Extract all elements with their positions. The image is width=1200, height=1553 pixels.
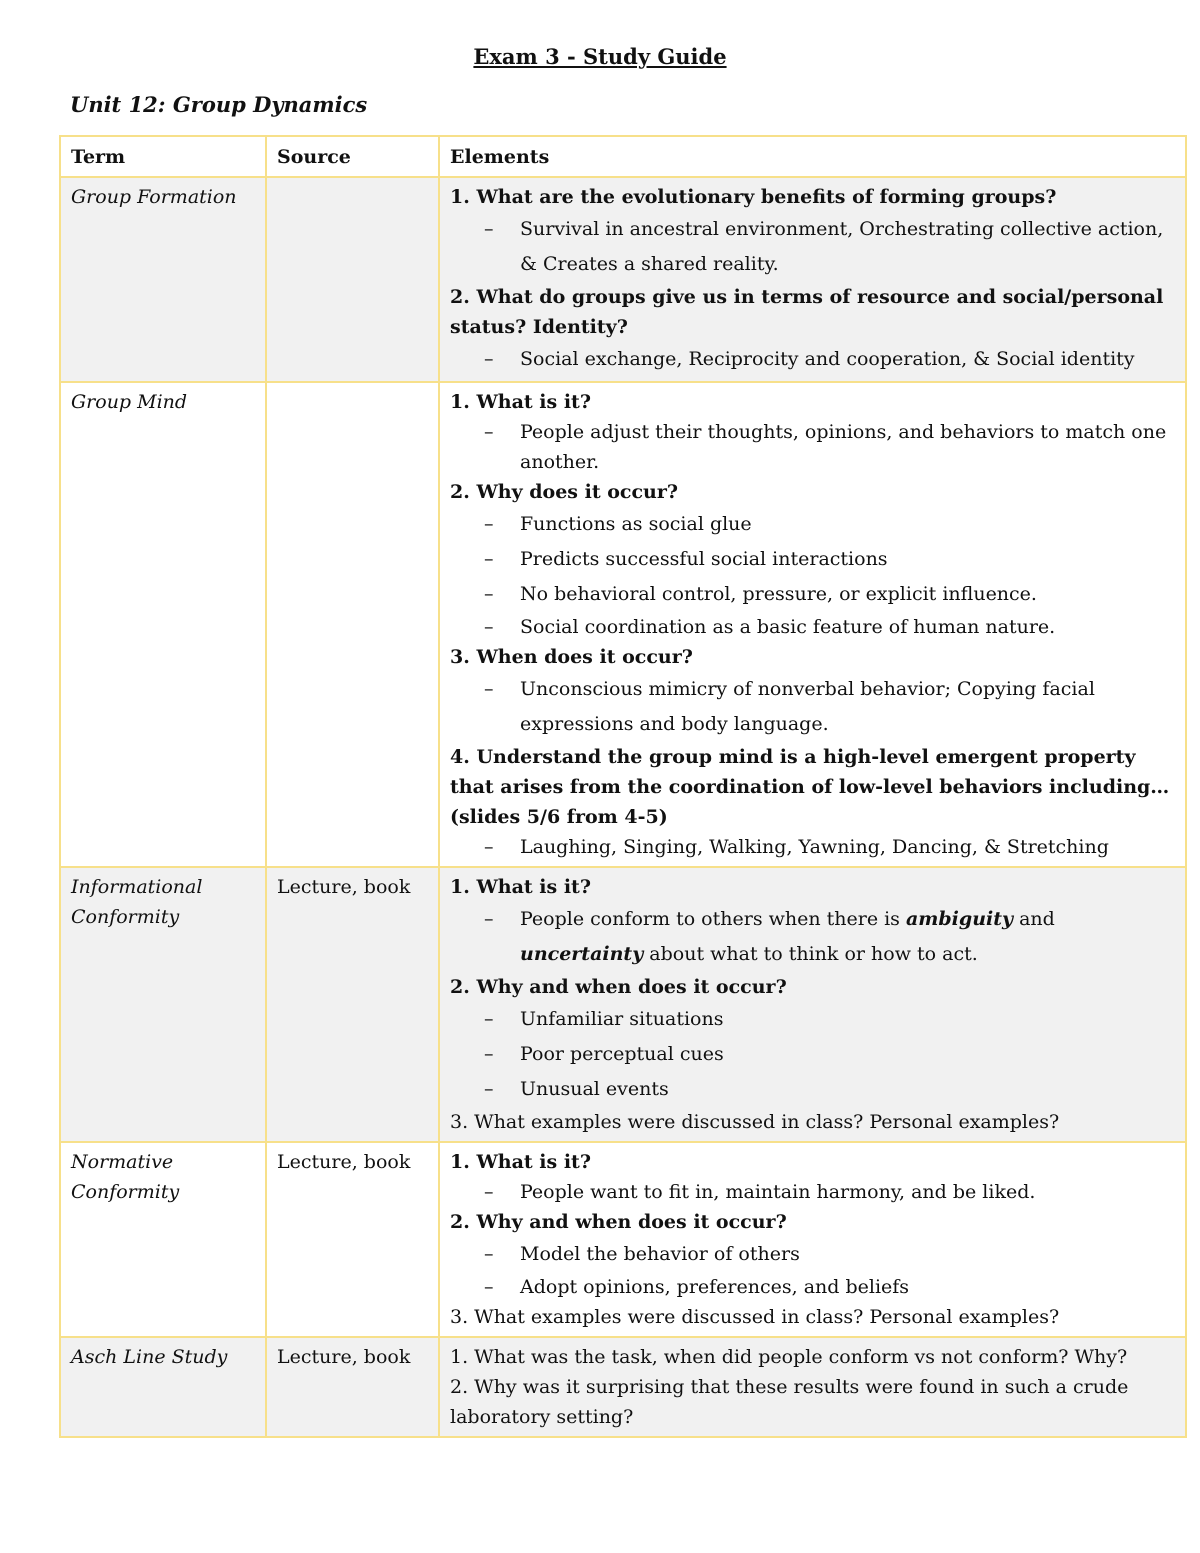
study-guide-table bbox=[59, 135, 1187, 1438]
question: 2. What do groups give us in terms of resource and social/personal status? Identity? bbox=[450, 286, 1164, 338]
question: 3. What examples were discussed in class? Personal examples? bbox=[450, 1306, 1060, 1328]
answer-item bbox=[450, 577, 1176, 612]
source-cell bbox=[266, 382, 439, 867]
answer-text: No behavioral control, pressure, or explicit influence. bbox=[520, 583, 1037, 605]
answer-list bbox=[450, 212, 1176, 282]
answer-list bbox=[450, 832, 1176, 862]
source-cell: Lecture, book bbox=[266, 1142, 439, 1337]
dash-bullet: – bbox=[484, 1276, 494, 1298]
answer-item bbox=[450, 1237, 1176, 1272]
answer-list bbox=[450, 672, 1176, 742]
dash-bullet: – bbox=[484, 513, 494, 535]
answer-list bbox=[450, 1002, 1176, 1107]
dash-bullet: – bbox=[484, 908, 494, 930]
term-cell: Group Mind bbox=[60, 382, 266, 867]
answer-text: Social exchange, Reciprocity and cooperation, & Social identity bbox=[520, 348, 1135, 370]
source-cell bbox=[266, 177, 439, 382]
answer-text-part: about what to think or how to act. bbox=[643, 943, 978, 965]
table-row bbox=[60, 1337, 1186, 1437]
question: 1. What is it? bbox=[450, 391, 591, 413]
answer-item bbox=[450, 612, 1176, 642]
question: 2. Why does it occur? bbox=[450, 481, 678, 503]
term-cell: Normative Conformity bbox=[60, 1142, 266, 1337]
term-cell: Asch Line Study bbox=[60, 1337, 266, 1437]
answer-item bbox=[450, 342, 1176, 377]
answer-item bbox=[450, 1002, 1176, 1037]
dash-bullet: – bbox=[484, 678, 494, 700]
elements-cell bbox=[439, 1142, 1186, 1337]
answer-item bbox=[450, 212, 1176, 282]
question: 3. When does it occur? bbox=[450, 646, 693, 668]
emphasis-term: ambiguity bbox=[905, 908, 1014, 930]
answer-item bbox=[450, 417, 1176, 477]
dash-bullet: – bbox=[484, 348, 494, 370]
answer-item bbox=[450, 1072, 1176, 1107]
answer-text: Unconscious mimicry of nonverbal behavior; Copying facial expressions and body language. bbox=[520, 678, 1095, 735]
elements-cell bbox=[439, 867, 1186, 1142]
answer-text: Laughing, Singing, Walking, Yawning, Dancing, & Stretching bbox=[520, 836, 1109, 858]
table-row bbox=[60, 867, 1186, 1142]
answer-text: People adjust their thoughts, opinions, and behaviors to match one another. bbox=[520, 421, 1167, 473]
question: 1. What is it? bbox=[450, 876, 591, 898]
dash-bullet: – bbox=[484, 1181, 494, 1203]
emphasis-term: uncertainty bbox=[520, 943, 644, 965]
dash-bullet: – bbox=[484, 1243, 494, 1265]
table-header-row bbox=[60, 136, 1186, 177]
answer-item bbox=[450, 1272, 1176, 1302]
answer-item bbox=[450, 832, 1176, 862]
dash-bullet: – bbox=[484, 421, 494, 443]
question: 3. What examples were discussed in class? Personal examples? bbox=[450, 1111, 1060, 1133]
dash-bullet: – bbox=[484, 836, 494, 858]
question: 2. Why was it surprising that these results were found in such a crude laboratory setting? bbox=[450, 1376, 1129, 1428]
answer-item bbox=[450, 672, 1176, 742]
answer-text-part: People conform to others when there is bbox=[520, 908, 906, 930]
unit-title: Unit 12: Group Dynamics bbox=[70, 92, 368, 117]
dash-bullet: – bbox=[484, 583, 494, 605]
answer-list bbox=[450, 417, 1176, 477]
answer-list bbox=[450, 342, 1176, 377]
answer-text: Poor perceptual cues bbox=[520, 1043, 724, 1065]
question: 2. Why and when does it occur? bbox=[450, 976, 787, 998]
dash-bullet: – bbox=[484, 616, 494, 638]
answer-item bbox=[450, 507, 1176, 542]
answer-text: Adopt opinions, preferences, and beliefs bbox=[520, 1276, 910, 1298]
table-row bbox=[60, 177, 1186, 382]
answer-item bbox=[450, 1037, 1176, 1072]
term-cell: Informational Conformity bbox=[60, 867, 266, 1142]
dash-bullet: – bbox=[484, 1008, 494, 1030]
table-row bbox=[60, 382, 1186, 867]
answer-text: Model the behavior of others bbox=[520, 1243, 800, 1265]
answer-text: People want to fit in, maintain harmony, and be liked. bbox=[520, 1181, 1036, 1203]
dash-bullet: – bbox=[484, 218, 494, 240]
table-row bbox=[60, 1142, 1186, 1337]
answer-text-part: and bbox=[1013, 908, 1055, 930]
answer-list bbox=[450, 507, 1176, 642]
answer-item bbox=[450, 1177, 1176, 1207]
answer-list bbox=[450, 1177, 1176, 1207]
dash-bullet: – bbox=[484, 1043, 494, 1065]
header-term: Term bbox=[60, 136, 266, 177]
dash-bullet: – bbox=[484, 1078, 494, 1100]
answer-text: Survival in ancestral environment, Orchestrating collective action, & Creates a shared reality. bbox=[520, 218, 1164, 275]
question: 4. Understand the group mind is a high-level emergent property that arises from the coordination of low-level behaviors including… (slides 5/6 from 4-5) bbox=[450, 746, 1170, 828]
answer-text: Unusual events bbox=[520, 1078, 669, 1100]
question: 1. What are the evolutionary benefits of forming groups? bbox=[450, 186, 1057, 208]
dash-bullet: – bbox=[484, 548, 494, 570]
answer-list bbox=[450, 1237, 1176, 1302]
answer-item bbox=[450, 542, 1176, 577]
source-cell: Lecture, book bbox=[266, 867, 439, 1142]
elements-cell bbox=[439, 1337, 1186, 1437]
header-elements: Elements bbox=[439, 136, 1186, 177]
answer-text: Functions as social glue bbox=[520, 513, 752, 535]
answer-text: Social coordination as a basic feature of human nature. bbox=[520, 616, 1056, 638]
source-cell: Lecture, book bbox=[266, 1337, 439, 1437]
elements-cell bbox=[439, 382, 1186, 867]
question: 1. What is it? bbox=[450, 1151, 591, 1173]
page-title: Exam 3 - Study Guide bbox=[473, 44, 727, 69]
elements-cell bbox=[439, 177, 1186, 382]
answer-list bbox=[450, 902, 1176, 972]
answer-text: Unfamiliar situations bbox=[520, 1008, 724, 1030]
answer-item bbox=[450, 902, 1176, 972]
answer-text bbox=[520, 908, 1055, 965]
header-source: Source bbox=[266, 136, 439, 177]
question: 2. Why and when does it occur? bbox=[450, 1211, 787, 1233]
answer-text: Predicts successful social interactions bbox=[520, 548, 888, 570]
term-cell: Group Formation bbox=[60, 177, 266, 382]
question: 1. What was the task, when did people conform vs not conform? Why? bbox=[450, 1346, 1128, 1368]
